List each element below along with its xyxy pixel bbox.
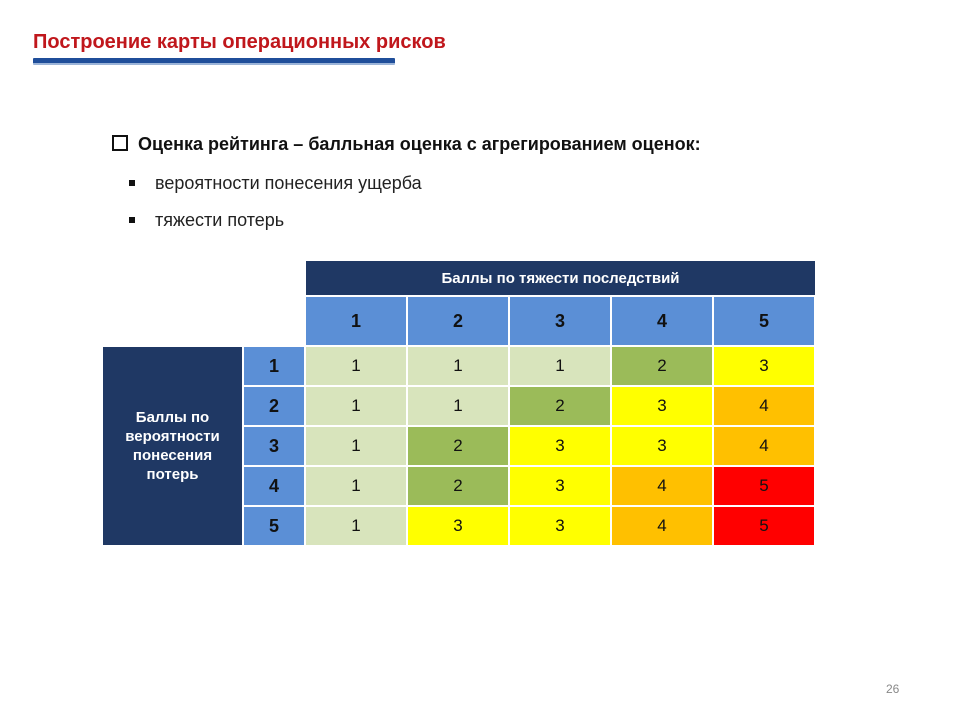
risk-score-cell: 1 xyxy=(305,466,407,506)
risk-score-cell: 3 xyxy=(509,466,611,506)
lead-text: Оценка рейтинга – балльная оценка с агрегированием оценок: xyxy=(138,134,701,154)
slide-title: Построение карты операционных рисков xyxy=(33,31,446,53)
severity-col-header: 1 xyxy=(305,296,407,346)
risk-score-cell: 3 xyxy=(611,386,713,426)
probability-row-header: 4 xyxy=(243,466,305,506)
severity-col-header: 5 xyxy=(713,296,815,346)
risk-score-cell: 2 xyxy=(509,386,611,426)
risk-score-cell: 2 xyxy=(611,346,713,386)
risk-score-cell: 1 xyxy=(407,386,509,426)
lead-item xyxy=(112,134,701,155)
risk-score-cell: 1 xyxy=(305,426,407,466)
risk-score-cell: 1 xyxy=(305,346,407,386)
risk-score-cell: 5 xyxy=(713,466,815,506)
risk-score-cell: 3 xyxy=(407,506,509,546)
probability-row-header: 5 xyxy=(243,506,305,546)
risk-score-cell: 4 xyxy=(611,506,713,546)
bullet-item xyxy=(129,173,422,194)
risk-score-cell: 3 xyxy=(509,426,611,466)
risk-score-cell: 1 xyxy=(407,346,509,386)
severity-col-header: 2 xyxy=(407,296,509,346)
bullet-item xyxy=(129,210,284,231)
risk-score-cell: 3 xyxy=(713,346,815,386)
severity-col-header: 4 xyxy=(611,296,713,346)
severity-header: Баллы по тяжести последствий xyxy=(305,260,816,296)
risk-score-cell: 4 xyxy=(713,386,815,426)
risk-score-cell: 4 xyxy=(713,426,815,466)
risk-score-cell: 5 xyxy=(713,506,815,546)
bullet-text: вероятности понесения ущерба xyxy=(155,173,422,193)
probability-row-header: 3 xyxy=(243,426,305,466)
risk-score-cell: 1 xyxy=(305,506,407,546)
risk-score-cell: 1 xyxy=(305,386,407,426)
probability-row-header: 2 xyxy=(243,386,305,426)
square-bullet-icon xyxy=(129,217,135,223)
risk-score-cell: 1 xyxy=(509,346,611,386)
probability-header: Баллы по вероятности понесения потерь xyxy=(102,346,243,546)
risk-score-cell: 3 xyxy=(509,506,611,546)
risk-score-cell: 4 xyxy=(611,466,713,506)
checkbox-bullet-icon xyxy=(112,135,128,151)
title-underline xyxy=(33,58,395,65)
page-number: 26 xyxy=(886,682,900,696)
severity-col-header: 3 xyxy=(509,296,611,346)
risk-score-cell: 3 xyxy=(611,426,713,466)
square-bullet-icon xyxy=(129,180,135,186)
bullet-text: тяжести потерь xyxy=(155,210,285,230)
probability-row-header: 1 xyxy=(243,346,305,386)
risk-score-cell: 2 xyxy=(407,426,509,466)
risk-score-cell: 2 xyxy=(407,466,509,506)
